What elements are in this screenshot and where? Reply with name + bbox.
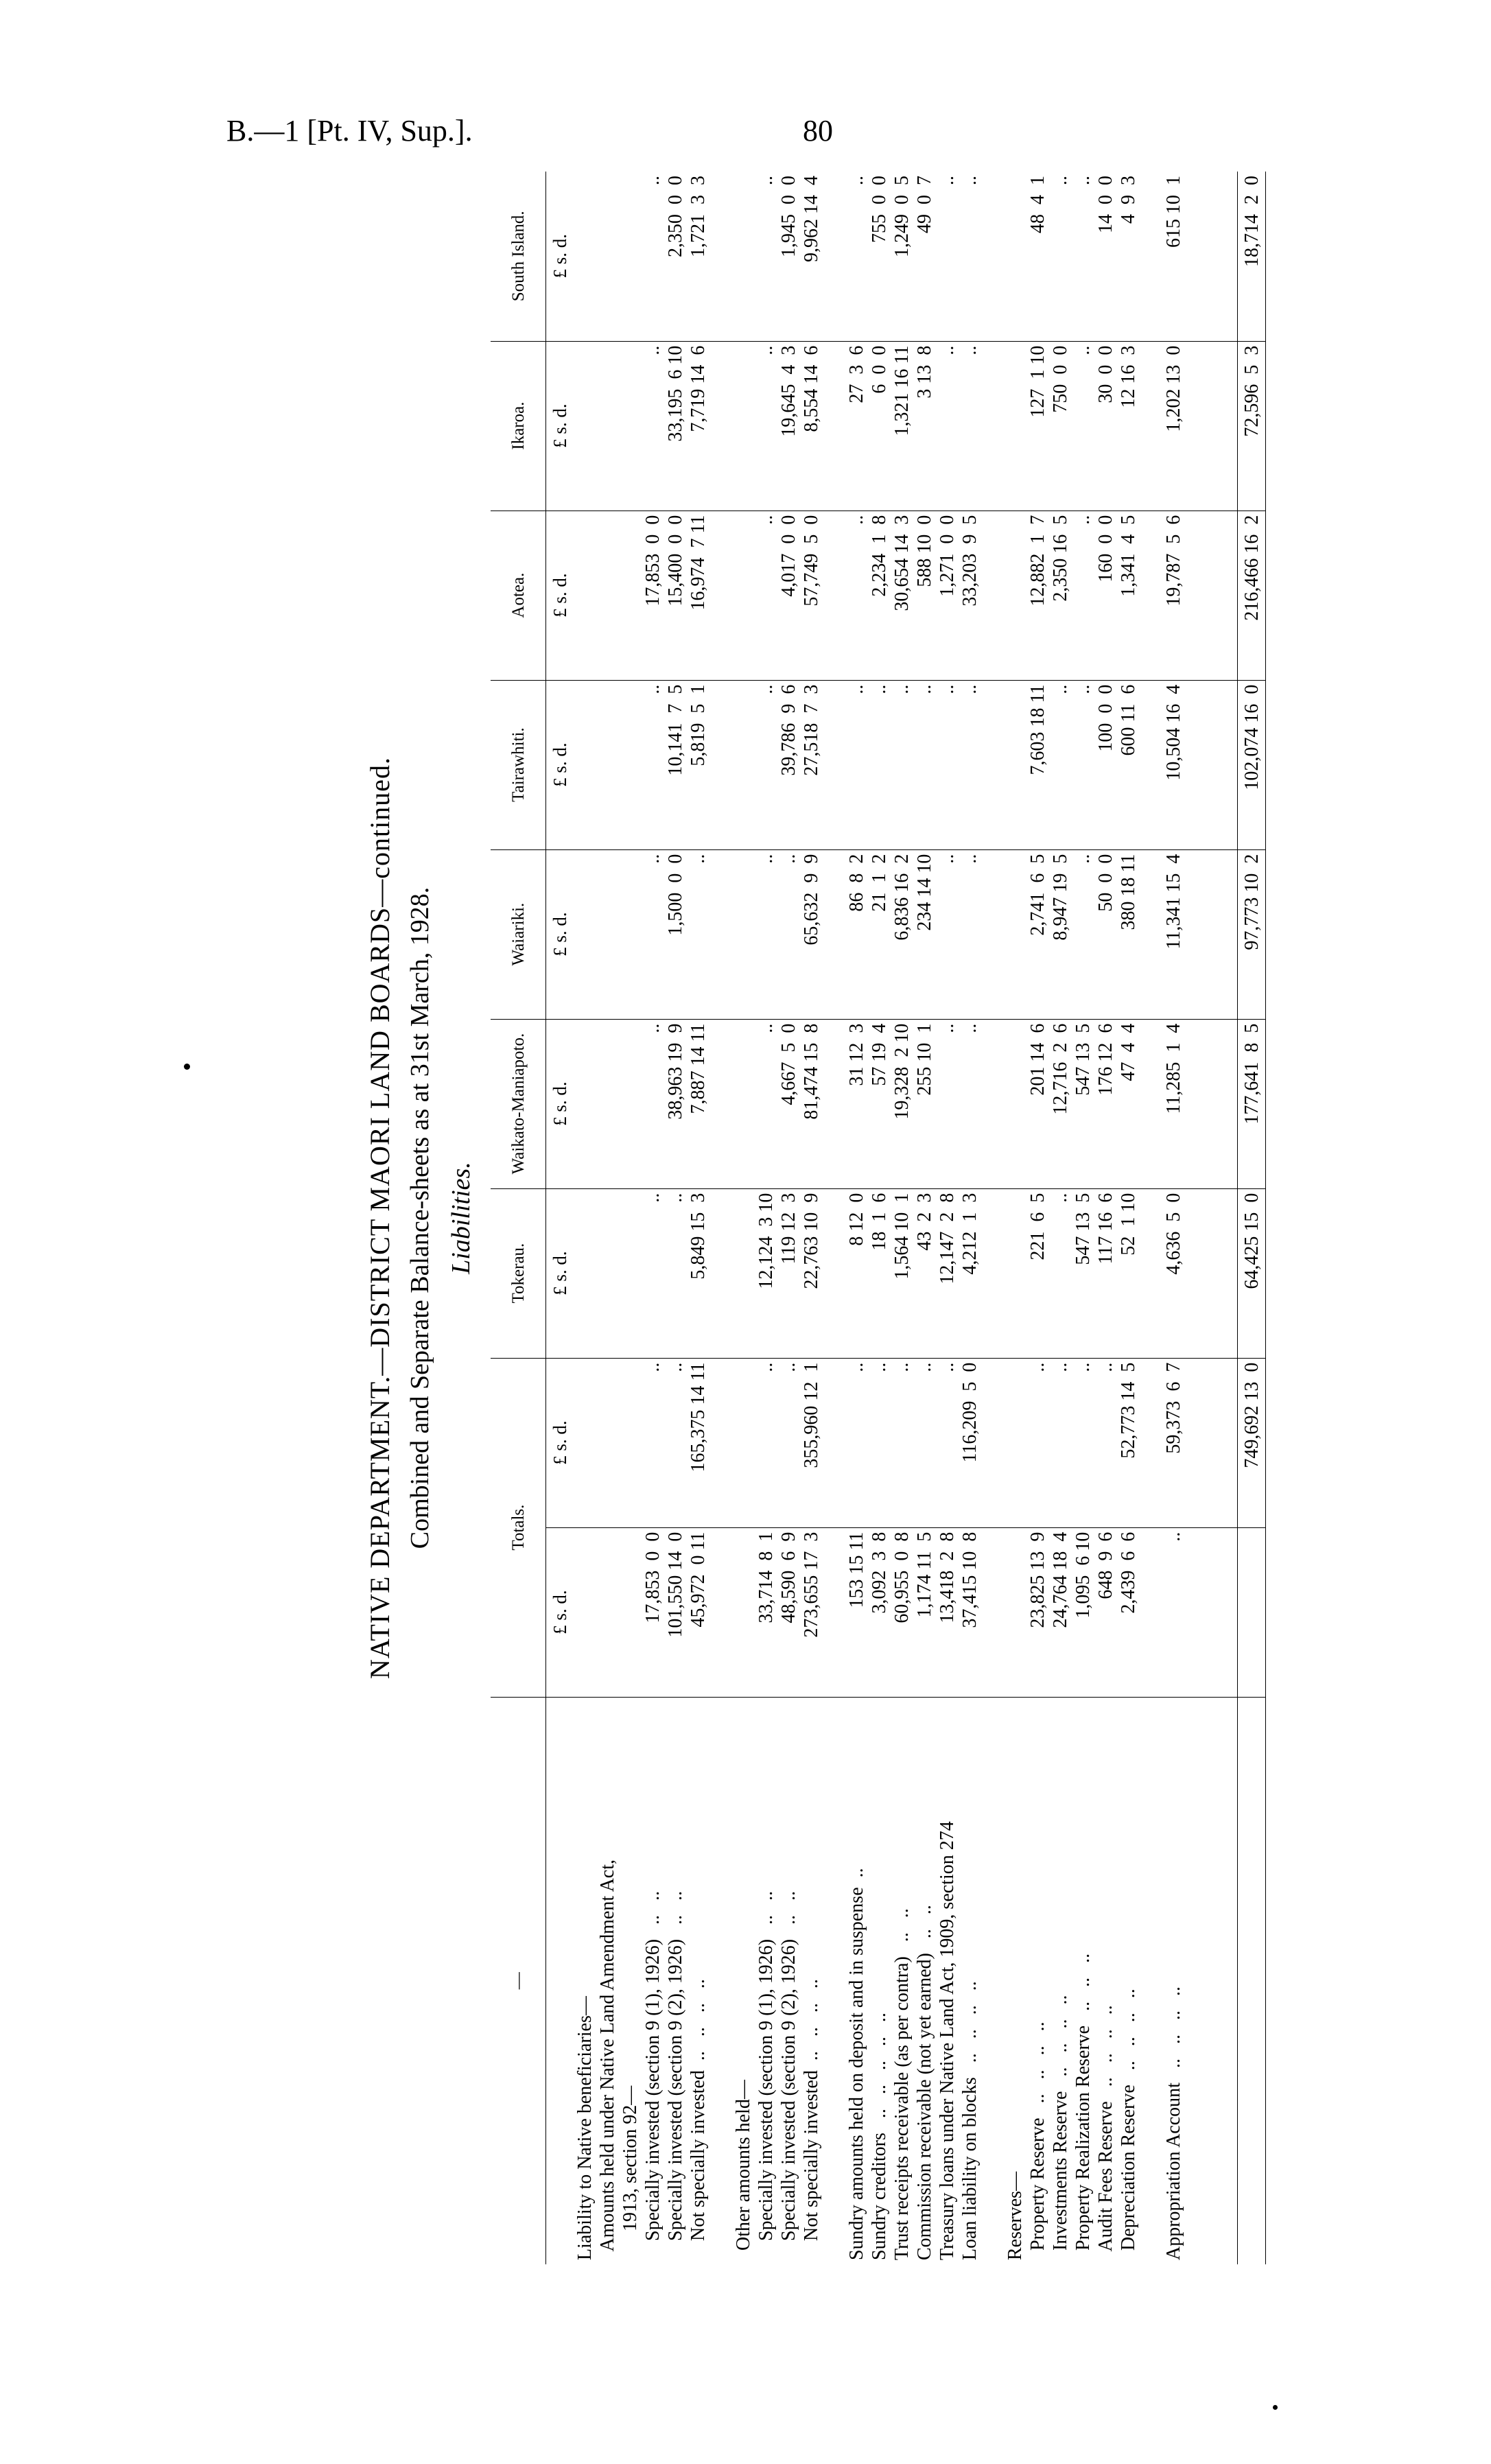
page-header-ref: B.—1 [Pt. IV, Sup.].	[226, 114, 473, 148]
total-waikato-maniapoto: 177,641 8 5	[1237, 1019, 1265, 1188]
col-header-waiariki: Waiariki.	[491, 849, 546, 1019]
unit-cell: £ s. d.	[546, 511, 574, 680]
col-header-south-island: South Island.	[491, 172, 546, 341]
title-balance-sheets: Combined and Separate Balance-sheets as at 31st March, 1928.	[406, 887, 434, 1549]
col-header-tokerau: Tokerau.	[491, 1188, 546, 1358]
tairawhiti-column: .. 10,141 7 5 5,819 5 1 .. 39,786 9 6 27,518 7 3 .. .. .. .. .. .. 7,603 18 11 .. .. 100 0 0 600 11 6 10,504 16 4	[574, 680, 1237, 849]
title-department: NATIVE DEPARTMENT.—DISTRICT MAORI LAND BOARDS—continued.	[364, 757, 395, 1679]
liabilities-table	[491, 172, 1266, 2264]
row-labels: Liability to Native beneficiaries— Amounts held under Native Land Amendment Act, 1913, section 92— Specially invested (section 9 (1), 1926) .. .. Specially invested (section 9 (2), 1926) .. .. Not specially invested .. .. .. .. Other amounts held— Specially invested (section 9 (1), 1926) .. .. Specially invested (section 9 (2), 1926) .. .. Not specially invested .. .. .. .. Sundry amounts held on deposit and in suspense .. Sundry creditors .. .. .. .. .. Trust receipts receivable (as per contra) .. .. Commission receivable (not yet earned) .. .. Treasury loans under Native Land Act, 1909, section 274 Loan liability on blocks .. .. .. .. Reserves— Property Reserve .. .. .. .. Investments Reserve .. .. .. .. Property Realization Reserve .. .. .. Audit Fees Reserve .. .. .. .. Depreciation Reserve .. .. .. .. Appropriation Account .. .. .. ..	[574, 1821, 1184, 2260]
rotated-content	[172, 172, 1304, 2264]
col-header-ikaroa: Ikaroa.	[491, 341, 546, 511]
unit-cell: £ s. d.	[546, 172, 574, 341]
unit-cell: £ s. d.	[546, 1527, 574, 1697]
col-header-tairawhiti: Tairawhiti.	[491, 680, 546, 849]
unit-cell: £ s. d.	[546, 849, 574, 1019]
page-number: 80	[803, 114, 833, 148]
total-south-island: 18,714 2 0	[1237, 172, 1265, 341]
col-header-totals: Totals.	[491, 1358, 546, 1697]
unit-cell: £ s. d.	[546, 341, 574, 511]
south-island-column: .. 2,350 0 0 1,721 3 3 .. 1,945 0 0 9,962 14 4 .. 755 0 0 1,249 0 5 49 0 7 .. .. 48 4 1 .. .. 14 0 0 4 9 3 615 10 1	[574, 172, 1237, 341]
waiariki-column: .. 1,500 0 0 .. .. .. 65,632 9 9 86 8 2 21 1 2 6,836 16 2 234 14 10 .. .. 2,741 6 5 8,947 19 5 .. 50 0 0 380 18 11 11,341 15 4	[574, 849, 1237, 1019]
total-row-label	[1237, 1697, 1265, 2264]
unit-cell	[546, 1697, 574, 2264]
total-totals-detail	[1237, 1527, 1265, 1697]
col-header-waikato: Waikato-Maniapoto.	[491, 1019, 546, 1188]
totals-detail-column: 17,853 0 0 101,550 14 0 45,972 0 11 33,714 8 1 48,590 6 9 273,655 17 3 153 15 11 3,092 3 8 60,955 0 8 1,174 11 5 13,418 2 8 37,415 10 8 23,825 13 9 24,764 18 4 1,095 6 10 648 9 6 2,439 6 6 ..	[574, 1527, 1237, 1697]
unit-cell: £ s. d.	[546, 1358, 574, 1527]
total-ikaroa: 72,596 5 3	[1237, 341, 1265, 511]
waikato-maniapoto-column: .. 38,963 19 9 7,887 14 11 .. 4,667 5 0 81,474 15 8 31 12 3 57 19 4 19,328 2 10 255 10 1 .. .. 201 14 6 12,716 2 6 547 13 5 176 12 6 47 4 4 11,285 1 4	[574, 1019, 1237, 1188]
unit-cell: £ s. d.	[546, 680, 574, 849]
total-waiariki: 97,773 10 2	[1237, 849, 1265, 1019]
tokerau-column: .. .. 5,849 15 3 12,124 3 10 119 12 3 22,763 10 9 8 12 0 18 1 6 1,564 10 1 43 2 3 12,147 2 8 4,212 1 3 221 6 5 .. 547 13 5 117 16 6 52 1 10 4,636 5 0	[574, 1188, 1237, 1358]
total-aotea: 216,466 16 2	[1237, 511, 1265, 680]
col-header-label: —	[491, 1697, 546, 2264]
ikaroa-column: .. 33,195 6 10 7,719 14 6 .. 19,645 4 3 8,554 14 6 27 3 6 6 0 0 1,321 16 11 3 13 8 .. .. 127 1 10 750 0 0 .. 30 0 0 12 16 3 1,202 13 0	[574, 341, 1237, 511]
title-block	[172, 172, 476, 2264]
unit-cell: £ s. d.	[546, 1019, 574, 1188]
stray-mark	[1273, 2405, 1278, 2410]
unit-cell: £ s. d.	[546, 1188, 574, 1358]
total-tairawhiti: 102,074 16 0	[1237, 680, 1265, 849]
title-liabilities: Liabilities.	[447, 1162, 476, 1274]
col-header-aotea: Aotea.	[491, 511, 546, 680]
totals-subtotal-column: .. .. 165,375 14 11 .. .. 355,960 12 1 .. .. .. .. .. 116,209 5 0 .. .. .. .. 52,773 14 5 59,373 6 7	[574, 1358, 1237, 1527]
aotea-column: 17,853 0 0 15,400 0 0 16,974 7 11 .. 4,017 0 0 57,749 5 0 .. 2,234 1 8 30,654 14 3 588 10 0 1,271 0 0 33,203 9 5 12,882 1 7 2,350 16 5 .. 160 0 0 1,341 4 5 19,787 5 6	[574, 511, 1237, 680]
total-totals: 749,692 13 0	[1237, 1358, 1265, 1527]
total-tokerau: 64,425 15 0	[1237, 1188, 1265, 1358]
